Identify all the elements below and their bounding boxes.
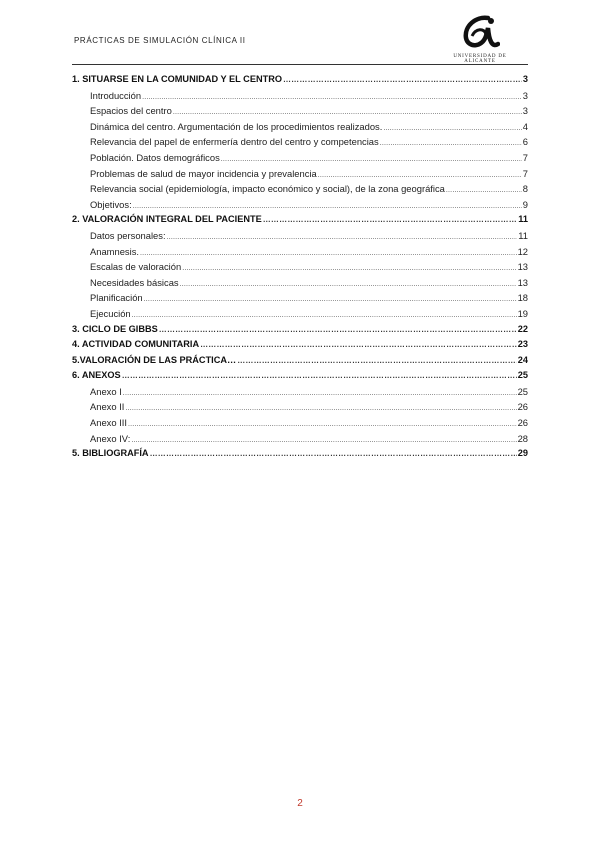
- toc-subsection-entry[interactable]: [72, 152, 528, 168]
- toc-subsection-entry[interactable]: [72, 183, 528, 199]
- toc-leader-dots: [128, 418, 517, 429]
- toc-leader-dots: [125, 402, 516, 413]
- toc-entry-page: 13: [517, 261, 528, 273]
- toc-entry-page: 9: [522, 198, 528, 210]
- toc-leader-dots: [123, 387, 517, 398]
- toc-entry-page: 22: [517, 323, 528, 334]
- toc-entry-label: Objetivos:: [90, 198, 132, 210]
- toc-leader-dots: [159, 324, 517, 334]
- toc-section-entry[interactable]: [72, 355, 528, 371]
- toc-leader-dots: [167, 231, 518, 242]
- toc-entry-page: 11: [518, 214, 528, 225]
- toc-entry-label: Datos personales:: [90, 229, 166, 241]
- university-logo: [440, 14, 520, 64]
- toc-entry-label: Anamnesis.: [90, 245, 139, 257]
- page-number: 2: [297, 798, 303, 809]
- toc-leader-dots: [131, 434, 516, 445]
- toc-entry-page: 8: [522, 183, 528, 195]
- toc-entry-label: Ejecución: [90, 307, 131, 319]
- toc-entry-label: 5.VALORACIÓN DE LAS PRÁCTICA…: [72, 354, 237, 365]
- toc-leader-dots: [180, 278, 517, 289]
- toc-leader-dots: [221, 153, 522, 164]
- toc-subsection-entry[interactable]: [72, 199, 528, 215]
- toc-entry-page: 12: [517, 245, 528, 257]
- toc-leader-dots: [283, 74, 522, 84]
- toc-entry-label: Anexo IV:: [90, 432, 131, 444]
- toc-subsection-entry[interactable]: [72, 308, 528, 324]
- toc-subsection-entry[interactable]: [72, 433, 528, 449]
- toc-subsection-entry[interactable]: [72, 417, 528, 433]
- toc-entry-page: 29: [517, 448, 528, 459]
- toc-entry-page: 26: [517, 417, 528, 429]
- toc-entry-label: Dinámica del centro. Argumentación de los procedimientos realizados.: [90, 120, 383, 132]
- toc-subsection-entry[interactable]: [72, 277, 528, 293]
- toc-entry-page: 4: [522, 120, 528, 132]
- toc-subsection-entry[interactable]: [72, 386, 528, 402]
- toc-entry-page: 3: [522, 74, 528, 84]
- toc-entry-label: Espacios del centro: [90, 105, 172, 117]
- toc-section-entry[interactable]: [72, 324, 528, 340]
- toc-entry-label: 6. ANEXOS: [72, 370, 121, 381]
- toc-entry-label: Problemas de salud de mayor incidencia y prevalencia: [90, 167, 317, 179]
- toc-subsection-entry[interactable]: [72, 136, 528, 152]
- header-title: PRÁCTICAS DE SIMULACIÓN CLÍNICA II: [74, 36, 246, 45]
- toc-subsection-entry[interactable]: [72, 261, 528, 277]
- toc-leader-dots: [383, 122, 521, 133]
- toc-entry-page: 3: [522, 89, 528, 101]
- toc-subsection-entry[interactable]: [72, 121, 528, 137]
- toc-entry-page: 24: [517, 354, 528, 365]
- toc-entry-page: 13: [517, 276, 528, 288]
- toc-entry-label: 5. BIBLIOGRAFÍA: [72, 448, 149, 459]
- toc-entry-label: 3. CICLO DE GIBBS: [72, 323, 158, 334]
- toc-section-entry[interactable]: [72, 74, 528, 90]
- toc-entry-page: 19: [517, 307, 528, 319]
- toc-subsection-entry[interactable]: [72, 90, 528, 106]
- toc-entry-label: 1. SITUARSE EN LA COMUNIDAD Y EL CENTRO: [72, 74, 282, 84]
- toc-subsection-entry[interactable]: [72, 168, 528, 184]
- toc-leader-dots: [122, 370, 517, 380]
- toc-entry-label: 4. ACTIVIDAD COMUNITARIA: [72, 339, 200, 350]
- toc-entry-page: 6: [522, 136, 528, 148]
- toc-entry-label: Anexo II: [90, 401, 125, 413]
- toc-entry-page: 23: [517, 339, 528, 350]
- toc-entry-page: 28: [517, 432, 528, 444]
- toc-leader-dots: [144, 293, 517, 304]
- toc-entry-label: Relevancia del papel de enfermería dentro del centro y competencias: [90, 136, 379, 148]
- toc-entry-label: Escalas de valoración: [90, 261, 182, 273]
- toc-entry-label: Necesidades básicas: [90, 276, 179, 288]
- toc-leader-dots: [446, 184, 522, 195]
- toc-leader-dots: [200, 339, 517, 349]
- toc-entry-label: Anexo I: [90, 385, 122, 397]
- toc-subsection-entry[interactable]: [72, 246, 528, 262]
- toc-entry-label: 2. VALORACIÓN INTEGRAL DEL PACIENTE: [72, 214, 262, 225]
- table-of-contents: [72, 74, 528, 464]
- toc-leader-dots: [173, 106, 522, 117]
- toc-subsection-entry[interactable]: [72, 230, 528, 246]
- toc-subsection-entry[interactable]: [72, 401, 528, 417]
- toc-entry-page: 7: [522, 151, 528, 163]
- toc-leader-dots: [237, 355, 517, 365]
- toc-leader-dots: [380, 137, 522, 148]
- toc-section-entry[interactable]: [72, 214, 528, 230]
- toc-entry-page: 7: [522, 167, 528, 179]
- toc-leader-dots: [150, 448, 517, 458]
- toc-leader-dots: [132, 309, 517, 320]
- toc-section-entry[interactable]: [72, 370, 528, 386]
- toc-leader-dots: [318, 169, 522, 180]
- toc-leader-dots: [133, 200, 522, 211]
- toc-entry-label: Población. Datos demográficos: [90, 151, 220, 163]
- toc-subsection-entry[interactable]: [72, 105, 528, 121]
- logo-text: UNIVERSIDAD DE ALICANTE: [453, 54, 507, 64]
- toc-section-entry[interactable]: [72, 339, 528, 355]
- toc-entry-page: 18: [517, 292, 528, 304]
- toc-entry-page: 26: [517, 401, 528, 413]
- toc-leader-dots: [263, 214, 518, 224]
- logo-mark-icon: [458, 14, 500, 52]
- header-divider: [72, 64, 528, 65]
- toc-entry-label: Introducción: [90, 89, 142, 101]
- toc-entry-label: Relevancia social (epidemiología, impacto económico y social), de la zona geográfica: [90, 183, 445, 195]
- toc-section-entry[interactable]: [72, 448, 528, 464]
- toc-subsection-entry[interactable]: [72, 292, 528, 308]
- toc-entry-page: 25: [517, 370, 528, 381]
- toc-entry-label: Anexo III: [90, 417, 128, 429]
- toc-entry-page: 3: [522, 105, 528, 117]
- toc-leader-dots: [142, 91, 522, 102]
- toc-entry-label: Planificación: [90, 292, 143, 304]
- toc-entry-page: 25: [517, 385, 528, 397]
- toc-leader-dots: [182, 262, 516, 273]
- toc-leader-dots: [140, 247, 517, 258]
- toc-entry-page: 11: [518, 229, 528, 241]
